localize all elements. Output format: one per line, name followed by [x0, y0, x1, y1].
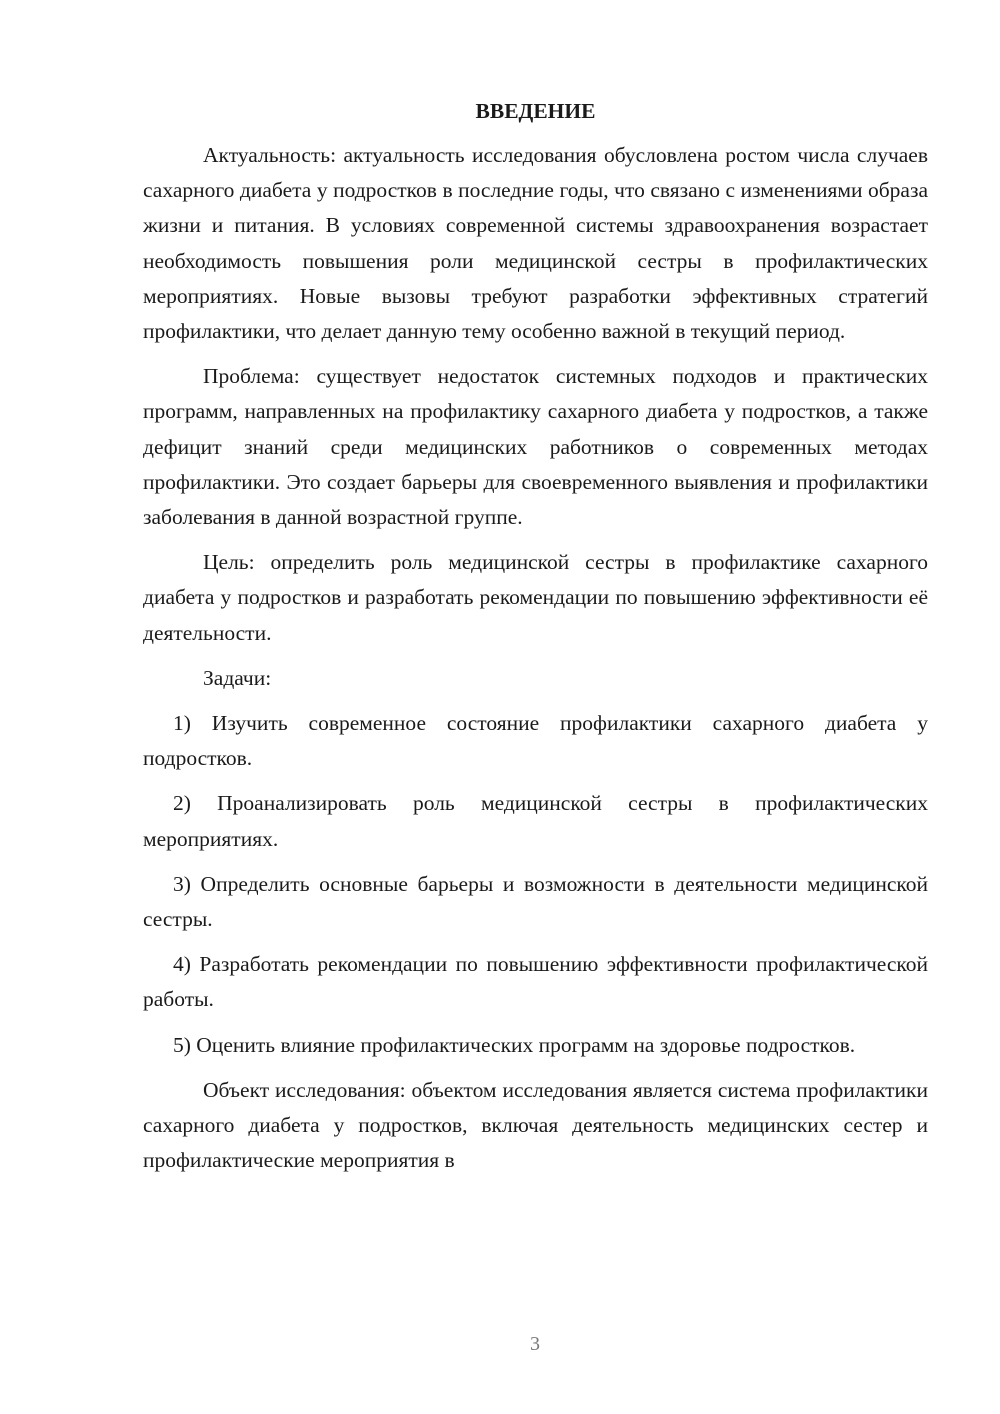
- object-paragraph: Объект исследования: объектом исследования является система профилактики сахарного диабета у подростков, включая деятельность медицинских сестер и профилактические мероприятия в: [143, 1077, 928, 1173]
- task-item-5: 5) Оценить влияние профилактических программ на здоровье подростков.: [173, 1032, 856, 1057]
- relevance-paragraph: Актуальность: актуальность исследования обусловлена ростом числа случаев сахарного диабета у подростков в последние годы, что связано с изменениями образа жизни и питания. В условиях современной системы здравоохранения возрастает необходимость повышения роли медицинской сестры в профилактических мероприятиях. Новые вызовы требуют разработки эффективных стратегий профилактики, что делает данную тему особенно важной в текущий период.: [143, 143, 928, 344]
- page-content: [143, 96, 928, 1188]
- task-item-2: 2) Проанализировать роль медицинской сестры в профилактических мероприятиях.: [143, 791, 928, 851]
- page-number: 3: [530, 1333, 540, 1355]
- section-title: ВВЕДЕНИЕ: [475, 99, 596, 123]
- tasks-heading: Задачи:: [203, 665, 272, 690]
- task-item-3: 3) Определить основные барьеры и возможности в деятельности медицинской сестры.: [143, 871, 928, 932]
- problem-paragraph: Проблема: существует недостаток системных подходов и практических программ, направленных на профилактику сахарного диабета у подростков, а также дефицит знаний среди медицинских работников о современных методах профилактики. Это создает барьеры для своевременного выявления и профилактики заболевания в данной возрастной группе.: [143, 364, 928, 530]
- goal-paragraph: Цель: определить роль медицинской сестры в профилактике сахарного диабета у подростков и разработать рекомендации по повышению эффективности её деятельности.: [143, 550, 928, 645]
- task-item-4: 4) Разработать рекомендации по повышению эффективности профилактической работы.: [143, 952, 928, 1012]
- task-item-1: 1) Изучить современное состояние профилактики сахарного диабета у подростков.: [143, 711, 928, 771]
